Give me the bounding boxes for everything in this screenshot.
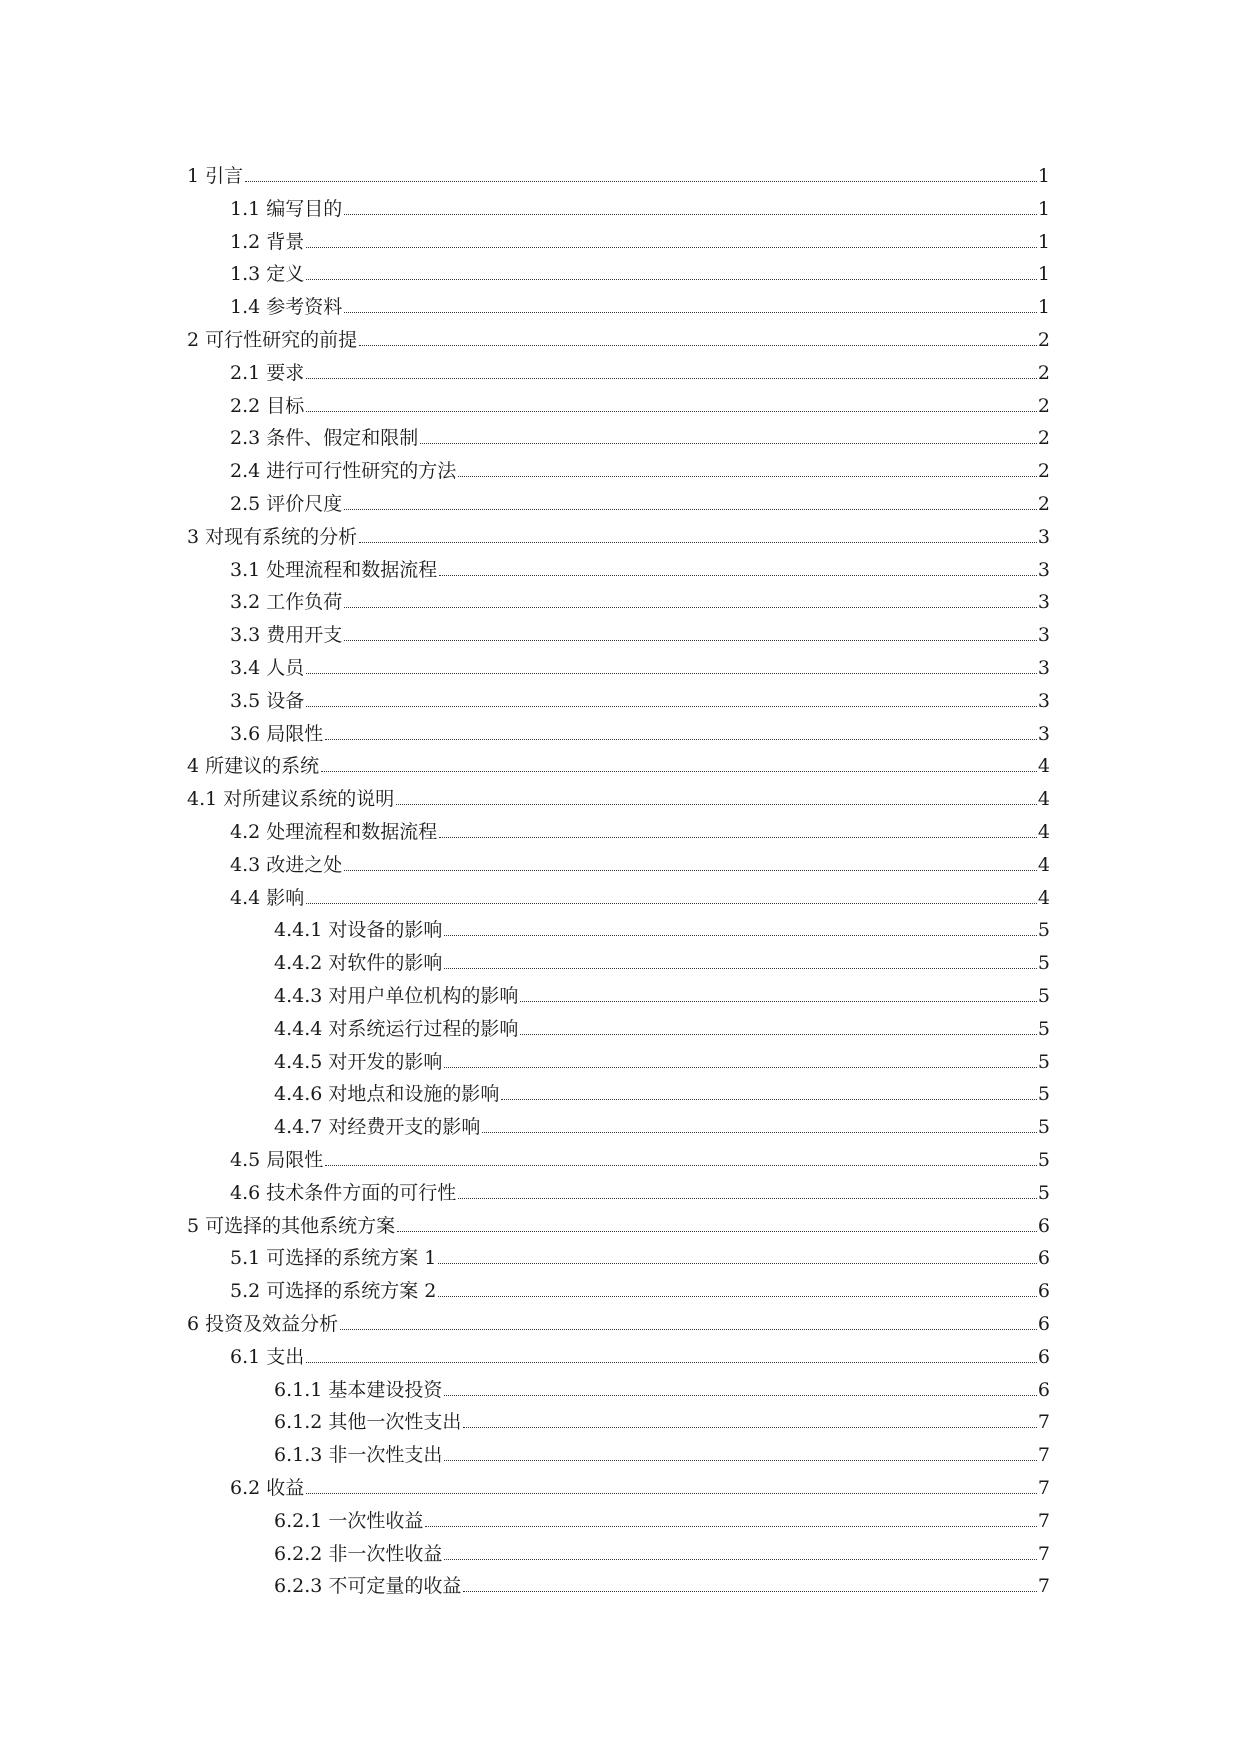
toc-entry-title: 5.1 可选择的系统方案 1: [230, 1247, 437, 1270]
toc-entry-level-2[interactable]: [230, 188, 1050, 220]
toc-entry-level-3[interactable]: [274, 1369, 1050, 1401]
dotted-leader: [439, 836, 1037, 838]
toc-entry-title: 5 可选择的其他系统方案: [187, 1214, 396, 1237]
toc-entry-title: 4.3 改进之处: [230, 853, 343, 876]
toc-entry-title: 4.4 影响: [230, 886, 305, 909]
toc-entry-title: 6.2.3 不可定量的收益: [274, 1575, 462, 1598]
toc-entry-page-number: 4: [1037, 886, 1050, 909]
toc-entry-title: 4.1 对所建议系统的说明: [187, 788, 395, 811]
toc-entry-page-number: 3: [1037, 558, 1050, 581]
dotted-leader: [444, 1459, 1037, 1461]
toc-entry-level-2[interactable]: [230, 483, 1050, 515]
toc-entry-page-number: 7: [1037, 1444, 1050, 1467]
toc-entry-level-2[interactable]: [230, 1139, 1050, 1171]
dotted-leader: [438, 1295, 1037, 1297]
toc-entry-level-2[interactable]: [230, 352, 1050, 384]
dotted-leader: [344, 213, 1037, 215]
toc-entry-page-number: 5: [1037, 919, 1050, 942]
toc-entry-title: 1.3 定义: [230, 263, 305, 286]
toc-entry-title: 4.4.5 对开发的影响: [274, 1050, 443, 1073]
toc-entry-title: 1.1 编写目的: [230, 197, 343, 220]
toc-entry-level-2[interactable]: [230, 1270, 1050, 1302]
toc-entry-page-number: 2: [1037, 427, 1050, 450]
toc-entry-page-number: 6: [1037, 1313, 1050, 1335]
toc-entry-level-3[interactable]: [274, 1401, 1050, 1433]
toc-entry-title: 1.4 参考资料: [230, 296, 343, 319]
dotted-leader: [306, 672, 1037, 674]
toc-entry-title: 2.3 条件、假定和限制: [230, 427, 419, 450]
toc-entry-title: 4.4.1 对设备的影响: [274, 919, 443, 942]
dotted-leader: [444, 1394, 1037, 1396]
toc-entry-title: 6.1.1 基本建设投资: [274, 1378, 443, 1401]
toc-entry-title: 4.4.3 对用户单位机构的影响: [274, 985, 519, 1007]
toc-entry-page-number: 1: [1037, 197, 1050, 220]
toc-entry-page-number: 4: [1037, 821, 1050, 843]
dotted-leader: [482, 1131, 1037, 1133]
toc-entry-title: 2 可行性研究的前提: [187, 329, 358, 351]
toc-entry-title: 1.2 背景: [230, 230, 305, 253]
toc-entry-title: 2.2 目标: [230, 394, 305, 417]
toc-entry-title: 6.1.2 其他一次性支出: [274, 1411, 462, 1434]
toc-entry-page-number: 3: [1037, 591, 1050, 614]
toc-entry-level-3[interactable]: [274, 1008, 1050, 1040]
toc-entry-level-3[interactable]: [274, 1106, 1050, 1138]
toc-entry-page-number: 7: [1037, 1477, 1050, 1499]
toc-entry-title: 3.2 工作负荷: [230, 591, 343, 614]
toc-entry-page-number: 4: [1037, 788, 1050, 811]
toc-entry-page-number: 3: [1037, 525, 1050, 548]
toc-entry-level-2[interactable]: [230, 581, 1050, 613]
toc-entry-page-number: 5: [1037, 1083, 1050, 1106]
dotted-leader: [321, 770, 1037, 772]
dotted-leader: [359, 344, 1037, 346]
toc-entry-level-2[interactable]: [230, 1336, 1050, 1368]
toc-entry-page-number: 5: [1037, 985, 1050, 1007]
toc-entry-page-number: 5: [1037, 1050, 1050, 1073]
toc-entry-level-3[interactable]: [274, 1500, 1050, 1532]
dotted-leader: [501, 1098, 1037, 1100]
dotted-leader: [458, 475, 1037, 477]
toc-entry-title: 4.4.4 对系统运行过程的影响: [274, 1017, 519, 1040]
toc-entry-page-number: 1: [1037, 296, 1050, 319]
toc-entry-title: 5.2 可选择的系统方案 2: [230, 1280, 437, 1303]
dotted-leader: [397, 1230, 1037, 1232]
toc-entry-page-number: 6: [1037, 1214, 1050, 1237]
toc-entry-title: 4.6 技术条件方面的可行性: [230, 1181, 457, 1204]
toc-entry-page-number: 4: [1037, 853, 1050, 876]
toc-entry-level-2[interactable]: [230, 221, 1050, 253]
toc-entry-level-2[interactable]: [230, 713, 1050, 745]
toc-entry-level-1[interactable]: [187, 155, 1050, 187]
dotted-leader: [420, 442, 1037, 444]
toc-entry-level-2[interactable]: [230, 647, 1050, 679]
dotted-leader: [325, 1164, 1037, 1166]
toc-entry-level-3[interactable]: [274, 942, 1050, 974]
dotted-leader: [444, 967, 1037, 969]
dotted-leader: [344, 311, 1037, 313]
toc-entry-level-1[interactable]: [187, 516, 1050, 548]
toc-entry-page-number: 6: [1037, 1247, 1050, 1270]
toc-entry-title: 4.4.6 对地点和设施的影响: [274, 1083, 500, 1106]
toc-entry-level-2[interactable]: [230, 286, 1050, 318]
toc-entry-level-2[interactable]: [230, 614, 1050, 646]
toc-entry-page-number: 5: [1037, 952, 1050, 975]
dotted-leader: [520, 1000, 1037, 1002]
dotted-leader: [344, 508, 1037, 510]
toc-entry-title: 2.5 评价尺度: [230, 493, 343, 515]
dotted-leader: [344, 869, 1037, 871]
toc-entry-page-number: 1: [1037, 165, 1050, 187]
toc-entry-title: 4.5 局限性: [230, 1149, 324, 1171]
dotted-leader: [344, 639, 1037, 641]
toc-entry-level-2[interactable]: [230, 1172, 1050, 1204]
toc-entry-title: 2.4 进行可行性研究的方法: [230, 460, 457, 483]
toc-entry-level-1[interactable]: [187, 1303, 1050, 1335]
toc-entry-level-1[interactable]: [187, 319, 1050, 351]
toc-entry-page-number: 7: [1037, 1509, 1050, 1532]
toc-entry-page-number: 2: [1037, 361, 1050, 384]
dotted-leader: [463, 1590, 1037, 1592]
toc-entry-level-2[interactable]: [230, 811, 1050, 843]
toc-entry-page-number: 6: [1037, 1280, 1050, 1303]
toc-entry-level-1[interactable]: [187, 778, 1050, 810]
toc-entry-page-number: 5: [1037, 1116, 1050, 1139]
toc-entry-page-number: 1: [1037, 230, 1050, 253]
toc-entry-title: 6.2 收益: [230, 1477, 305, 1499]
toc-entry-title: 3.6 局限性: [230, 722, 324, 745]
toc-entry-title: 3.3 费用开支: [230, 624, 343, 647]
dotted-leader: [306, 705, 1037, 707]
toc-entry-page-number: 5: [1037, 1149, 1050, 1171]
toc-entry-page-number: 2: [1037, 460, 1050, 483]
toc-entry-title: 6.2.1 一次性收益: [274, 1509, 424, 1532]
toc-entry-level-2[interactable]: [230, 680, 1050, 712]
dotted-leader: [444, 934, 1037, 936]
toc-entry-level-2[interactable]: [230, 253, 1050, 285]
toc-entry-level-3[interactable]: [274, 1565, 1050, 1597]
toc-entry-page-number: 2: [1037, 493, 1050, 515]
dotted-leader: [438, 1262, 1037, 1264]
toc-entry-page-number: 7: [1037, 1575, 1050, 1598]
dotted-leader: [306, 1361, 1037, 1363]
toc-entry-level-2[interactable]: [230, 1237, 1050, 1269]
toc-entry-page-number: 5: [1037, 1181, 1050, 1204]
toc-entry-page-number: 2: [1037, 329, 1050, 351]
toc-entry-page-number: 2: [1037, 394, 1050, 417]
toc-entry-title: 6.1.3 非一次性支出: [274, 1444, 443, 1467]
dotted-leader: [306, 278, 1037, 280]
toc-entry-title: 1 引言: [187, 165, 244, 187]
dotted-leader: [458, 1197, 1037, 1199]
toc-entry-page-number: 4: [1037, 755, 1050, 778]
toc-entry-page-number: 1: [1037, 263, 1050, 286]
toc-entry-title: 3.4 人员: [230, 657, 305, 679]
toc-entry-level-1[interactable]: [187, 745, 1050, 777]
toc-entry-title: 4 所建议的系统: [187, 755, 320, 778]
toc-entry-page-number: 6: [1037, 1378, 1050, 1401]
toc-entry-level-3[interactable]: [274, 1533, 1050, 1565]
toc-entry-level-3[interactable]: [274, 1041, 1050, 1073]
toc-entry-title: 3 对现有系统的分析: [187, 525, 358, 548]
toc-entry-page-number: 7: [1037, 1411, 1050, 1434]
toc-entry-level-3[interactable]: [274, 909, 1050, 941]
dotted-leader: [439, 574, 1037, 576]
dotted-leader: [306, 1492, 1037, 1494]
dotted-leader: [396, 803, 1037, 805]
dotted-leader: [444, 1066, 1037, 1068]
toc-entry-level-3[interactable]: [274, 975, 1050, 1007]
dotted-leader: [245, 180, 1037, 182]
toc-entry-page-number: 3: [1037, 722, 1050, 745]
dotted-leader: [306, 246, 1037, 248]
toc-entry-level-2[interactable]: [230, 385, 1050, 417]
dotted-leader: [306, 410, 1037, 412]
dotted-leader: [306, 377, 1037, 379]
toc-entry-page-number: 3: [1037, 624, 1050, 647]
toc-entry-level-2[interactable]: [230, 450, 1050, 482]
toc-entry-title: 6.2.2 非一次性收益: [274, 1542, 443, 1565]
toc-entry-level-2[interactable]: [230, 417, 1050, 449]
toc-entry-title: 4.4.2 对软件的影响: [274, 952, 443, 975]
toc-entry-title: 4.2 处理流程和数据流程: [230, 821, 438, 843]
toc-entry-page-number: 7: [1037, 1542, 1050, 1565]
toc-entry-page-number: 5: [1037, 1017, 1050, 1040]
toc-entry-page-number: 3: [1037, 657, 1050, 679]
dotted-leader: [463, 1426, 1037, 1428]
dotted-leader: [359, 541, 1037, 543]
dotted-leader: [520, 1033, 1037, 1035]
toc-entry-level-2[interactable]: [230, 1467, 1050, 1499]
dotted-leader: [340, 1328, 1037, 1330]
toc-entry-title: 3.1 处理流程和数据流程: [230, 558, 438, 581]
toc-entry-level-2[interactable]: [230, 877, 1050, 909]
toc-entry-level-2[interactable]: [230, 844, 1050, 876]
dotted-leader: [425, 1525, 1037, 1527]
toc-entry-page-number: 3: [1037, 689, 1050, 712]
toc-entry-title: 2.1 要求: [230, 361, 305, 384]
toc-entry-title: 6 投资及效益分析: [187, 1313, 339, 1335]
toc-entry-title: 6.1 支出: [230, 1345, 305, 1368]
toc-entry-level-1[interactable]: [187, 1205, 1050, 1237]
dotted-leader: [325, 738, 1037, 740]
dotted-leader: [306, 902, 1037, 904]
toc-entry-title: 4.4.7 对经费开支的影响: [274, 1116, 481, 1139]
toc-entry-level-2[interactable]: [230, 549, 1050, 581]
toc-entry-level-3[interactable]: [274, 1073, 1050, 1105]
dotted-leader: [344, 606, 1037, 608]
dotted-leader: [444, 1558, 1037, 1560]
toc-entry-level-3[interactable]: [274, 1434, 1050, 1466]
toc-entry-title: 3.5 设备: [230, 689, 305, 712]
toc-entry-page-number: 6: [1037, 1345, 1050, 1368]
